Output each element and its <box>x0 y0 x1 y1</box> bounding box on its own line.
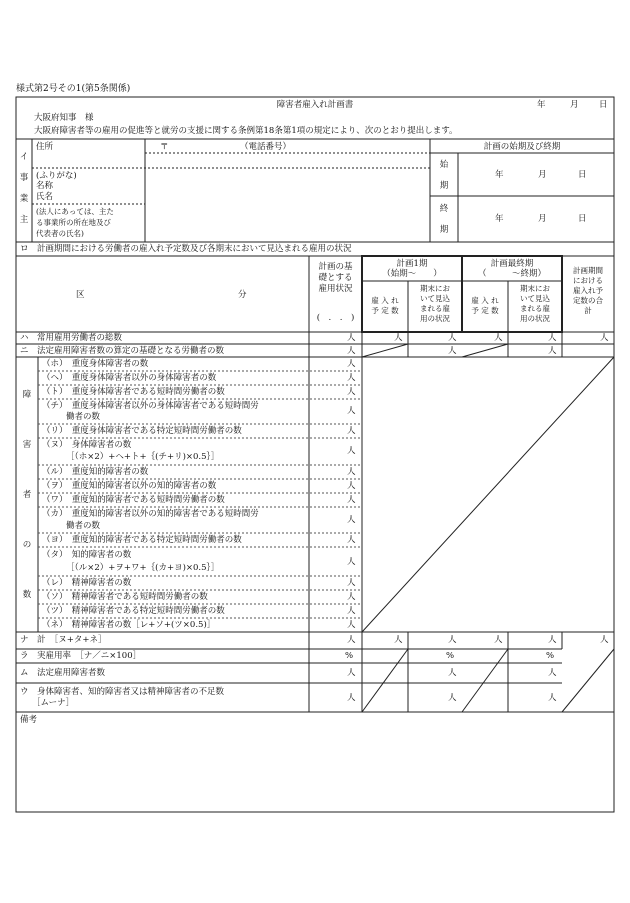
unit: 人 <box>347 359 356 369</box>
total-col: 計画期間 <box>573 266 603 275</box>
sub-row-to: （ト） 重度身体障害者である短時間労働者の数 <box>42 387 225 397</box>
corporate-note: (法人にあっては、主た <box>36 207 114 216</box>
hire-col: 雇 入 れ <box>371 296 399 305</box>
form-number: 様式第2号その1(第5条関係) <box>16 84 131 94</box>
unit: 人 <box>347 481 356 491</box>
total-col: 定数の合 <box>573 296 603 305</box>
sub-row-ho: （ホ） 重度身体障害者の数 <box>42 359 149 369</box>
unit: 人 <box>548 346 557 356</box>
sub-row-chi: （チ） 重度身体障害者以外の身体障害者である短時間労 <box>42 401 259 411</box>
intro-text: 大阪府障害者等の雇用の促進等と就労の支援に関する条例第18条第1項の規定により、次のとおり提出します。 <box>34 126 458 136</box>
basis-col: 礎とする <box>318 273 353 283</box>
unit: 人 <box>448 635 457 645</box>
sub-row-ta: （タ） 知的障害者の数 <box>42 550 132 560</box>
start-label: 始 <box>439 160 449 170</box>
unit: 人 <box>347 592 356 602</box>
section-i-char: 業 <box>19 194 29 204</box>
unit: 人 <box>394 635 403 645</box>
unit: 人 <box>347 578 356 588</box>
date-month: 月 <box>570 100 579 110</box>
start-label: 期 <box>439 181 449 191</box>
unit: 人 <box>347 495 356 505</box>
end-col: まれる雇 <box>520 304 550 313</box>
section-i-char: 主 <box>19 215 29 225</box>
end-year: 年 <box>495 214 504 224</box>
bun-label: 分 <box>238 290 247 300</box>
postal-mark: 〒 <box>160 142 169 152</box>
sub-row-ru: （ル） 重度知的障害者の数 <box>42 467 149 477</box>
row-u-formula: ［ムーナ］ <box>32 698 75 708</box>
unit-percent: % <box>345 651 354 661</box>
corporate-note: 代表者の氏名) <box>36 229 84 238</box>
disabled-char: 者 <box>22 490 32 500</box>
sub-row-tsu: （ツ） 精神障害者である特定短時間労働者の数 <box>42 606 225 616</box>
unit: 人 <box>548 635 557 645</box>
sub-row-ka-cont: 働者の数 <box>66 521 101 531</box>
furigana-label: (ふりがな) <box>36 171 77 181</box>
unit: 人 <box>347 467 356 477</box>
total-col: における <box>573 276 603 285</box>
total-col: 計 <box>584 306 592 315</box>
row-u-label: ウ 身体障害者、知的障害者又は精神障害者の不足数 <box>20 687 225 697</box>
sub-row-ri: （リ） 重度身体障害者である特定短時間労働者の数 <box>42 426 242 436</box>
end-label: 期 <box>439 225 449 235</box>
unit: 人 <box>347 406 356 416</box>
addressee: 大阪府知事 様 <box>34 113 94 123</box>
unit: 人 <box>494 333 503 343</box>
address-label: 住所 <box>36 142 54 152</box>
person-label: 氏名 <box>36 192 54 202</box>
unit-percent: % <box>446 651 455 661</box>
unit: 人 <box>548 693 557 703</box>
sub-row-wo: （ヲ） 重度知的障害者以外の知的障害者の数 <box>42 481 217 491</box>
sub-row-ne: （ネ） 精神障害者の数［レ+ソ+(ツ×0.5)］ <box>42 620 216 630</box>
unit: 人 <box>347 557 356 567</box>
basis-date: ( . . ) <box>316 313 355 323</box>
unit: 人 <box>347 426 356 436</box>
unit: 人 <box>494 635 503 645</box>
unit: 人 <box>448 333 457 343</box>
date-day: 日 <box>599 100 608 110</box>
section-ro-title: ロ 計画期間における労働者の雇入れ予定数及び各期末において見込まれる雇用の状況 <box>20 244 352 254</box>
end-label: 終 <box>439 204 449 214</box>
start-month: 月 <box>538 170 547 180</box>
end-month: 月 <box>538 214 547 224</box>
unit: 人 <box>600 635 609 645</box>
unit: 人 <box>347 346 356 356</box>
row-na-label: ナ 計 ［ヌ+タ+ネ］ <box>20 635 107 645</box>
section-i-char: イ <box>19 152 29 162</box>
final-period-range: （ ～終期） <box>477 269 546 279</box>
sub-row-re: （レ） 精神障害者の数 <box>42 578 132 588</box>
unit: 人 <box>548 333 557 343</box>
start-day: 日 <box>578 170 587 180</box>
unit: 人 <box>347 387 356 397</box>
sub-row-ka: （カ） 重度知的障害者以外の知的障害者である短時間労 <box>42 509 259 519</box>
unit: 人 <box>347 620 356 630</box>
end-col: いて見込 <box>520 294 550 303</box>
start-year: 年 <box>495 170 504 180</box>
row-mu-label: ム 法定雇用障害者数 <box>20 668 106 678</box>
end-col: 用の状況 <box>520 314 550 323</box>
end-col: まれる雇 <box>420 304 450 313</box>
unit: 人 <box>548 668 557 678</box>
end-col: いて見込 <box>420 294 450 303</box>
hire-col: 雇 入 れ <box>471 296 499 305</box>
section-i-char: 事 <box>19 173 29 183</box>
period1-label: 計画1期 <box>396 259 428 269</box>
remarks-label: 備考 <box>20 715 38 725</box>
period-header: 計画の始期及び終期 <box>483 142 561 152</box>
unit: 人 <box>347 515 356 525</box>
final-period-label: 計画最終期 <box>490 259 534 269</box>
unit: 人 <box>347 693 356 703</box>
row-ra-label: ラ 実雇用率 ［ナ／ニ×100］ <box>20 651 142 661</box>
basis-col: 計画の基 <box>318 262 353 272</box>
unit: 人 <box>448 668 457 678</box>
name-label: 名称 <box>36 181 54 191</box>
unit: 人 <box>394 333 403 343</box>
sub-row-wa: （ワ） 重度知的障害者である短時間労働者の数 <box>42 495 225 505</box>
hire-col: 予 定 数 <box>371 306 399 315</box>
sub-row-ta-formula: ［（ル×2）+ヲ+ワ+｛(カ+ヨ)×0.5｝］ <box>66 563 220 573</box>
end-col: 期末にお <box>420 284 450 293</box>
total-col: 雇入れ予 <box>573 286 603 295</box>
hire-col: 予 定 数 <box>471 306 499 315</box>
unit: 人 <box>347 606 356 616</box>
basis-col: 雇用状況 <box>318 284 353 294</box>
unit: 人 <box>600 333 609 343</box>
date-year: 年 <box>537 100 546 110</box>
corporate-note: る事業所の所在地及び <box>36 218 111 227</box>
sub-row-yo: （ヨ） 重度知的障害者である特定短時間労働者の数 <box>42 535 242 545</box>
unit: 人 <box>448 693 457 703</box>
sub-row-chi-cont: 働者の数 <box>66 412 101 422</box>
unit: 人 <box>347 535 356 545</box>
end-col: 用の状況 <box>420 314 450 323</box>
form-title: 障害者雇入れ計画書 <box>276 100 354 110</box>
disabled-char: 害 <box>22 440 32 450</box>
unit: 人 <box>347 668 356 678</box>
kubun-label: 区 <box>76 290 85 300</box>
disabled-char: の <box>22 540 32 550</box>
sub-row-so: （ソ） 精神障害者である短時間労働者の数 <box>42 592 208 602</box>
unit-percent: % <box>546 651 555 661</box>
disabled-char: 数 <box>22 590 32 600</box>
sub-row-nu-formula: ［（ホ×2）+ヘ+ト+｛(チ+リ)×0.5｝］ <box>66 452 220 462</box>
row-ni-label: ニ 法定雇用障害者数の算定の基礎となる労働者の数 <box>20 346 225 356</box>
disabled-char: 障 <box>22 390 32 400</box>
period1-range: （始期～ ） <box>382 269 442 279</box>
unit: 人 <box>448 346 457 356</box>
unit: 人 <box>347 635 356 645</box>
remarks-area[interactable] <box>17 727 613 811</box>
unit: 人 <box>347 446 356 456</box>
sub-row-he: （ヘ） 重度身体障害者以外の身体障害者の数 <box>42 373 217 383</box>
end-day: 日 <box>578 214 587 224</box>
row-ha-label: ハ 常用雇用労働者の総数 <box>20 333 123 343</box>
phone-label: （電話番号） <box>240 142 292 152</box>
end-col: 期末にお <box>520 284 550 293</box>
unit: 人 <box>347 373 356 383</box>
unit: 人 <box>347 333 356 343</box>
sub-row-nu: （ヌ） 身体障害者の数 <box>42 440 132 450</box>
